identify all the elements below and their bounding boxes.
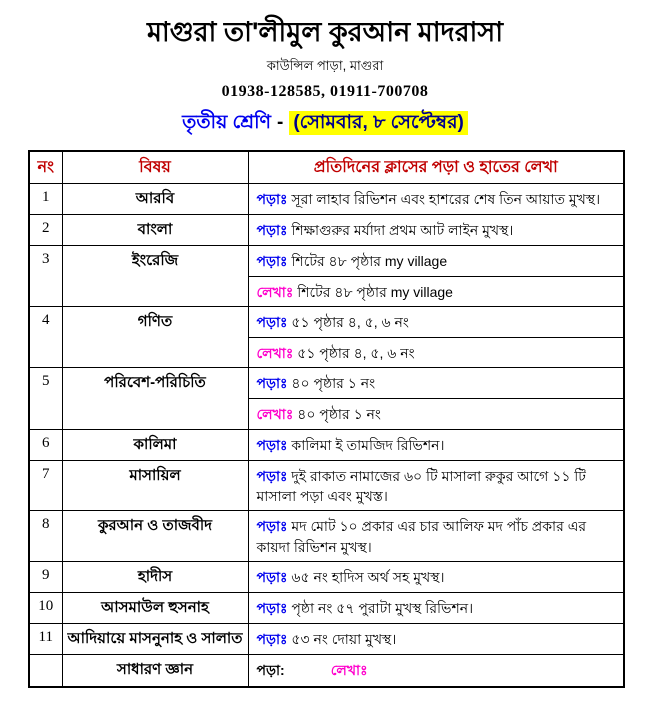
row-serial: 4 [29,307,62,368]
class-date-line [0,108,650,140]
lesson-entry [249,655,293,686]
row-serial: 8 [29,511,62,562]
table-row [29,460,624,511]
row-lessons-cell [248,245,624,306]
homework-table-wrap [28,150,623,688]
class-name: তৃতীয় শ্রেণি [182,111,271,133]
row-subject: আরবি [62,183,248,214]
lesson-text: ৫৩ নং দোয়া মুখস্থ। [287,630,397,647]
lesson-entry [249,337,624,367]
lesson-entry [249,398,624,428]
row-serial: 9 [29,561,62,592]
lesson-text: শিক্ষাগুরুর মর্যাদা প্রথম আট লাইন মুখস্থ। [287,221,514,238]
row-subject: ইংরেজি [62,245,248,306]
lesson-text: কালিমা ই তামজিদ রিভিশন। [287,436,445,453]
document-header [0,0,650,140]
row-subject: বাংলা [62,214,248,245]
row-lessons-cell [248,561,624,592]
lesson-entries [249,307,624,367]
lesson-entry [249,562,624,592]
row-subject: গণিত [62,307,248,368]
school-name: মাগুরা তা'লীমুল কুরআন মাদরাসা [146,17,504,47]
lesson-label: লেখাঃ [256,406,294,423]
lesson-entry [249,511,624,561]
row-serial: 3 [29,245,62,306]
lesson-entries [249,511,624,561]
row-lessons-cell [248,460,624,511]
column-header-serial: নং [29,151,62,184]
lesson-label: পড়াঃ [256,436,288,453]
row-subject: মাসায়িল [62,460,248,511]
lesson-label: লেখাঃ [330,661,368,678]
lesson-entries [249,624,624,654]
lesson-text: ৬৫ নং হাদিস অর্থ সহ মুখস্থ। [287,568,445,585]
row-lessons-cell [248,511,624,562]
lesson-entry [249,184,624,214]
row-subject: আসমাউল হুসনাহ [62,592,248,623]
lesson-label: লেখাঃ [256,345,294,362]
table-row [29,368,624,429]
row-lessons-cell [248,183,624,214]
lesson-entries [249,215,624,245]
lesson-label: পড়াঃ [256,375,288,392]
lesson-label: পড়া: [256,661,285,678]
lesson-entries [249,655,624,686]
row-lessons-cell [248,623,624,654]
homework-table [28,150,625,688]
table-row [29,561,624,592]
lesson-entry [249,624,624,654]
lesson-text: ৫১ পৃষ্ঠার ৪, ৫, ৬ নং [293,345,415,362]
table-row [29,183,624,214]
row-subject: আদিয়ায়ে মাসনুনাহ ও সালাত [62,623,248,654]
lesson-label: পড়াঃ [256,221,288,238]
row-lessons-cell [248,214,624,245]
date-badge: (সোমবার, ৮ সেপ্টেম্বর) [289,111,468,135]
lesson-label: লেখাঃ [256,283,294,300]
lesson-text: সূরা লাহাব রিভিশন এবং হাশরের শেষ তিন আয়াত মুখস্থ। [287,190,601,207]
separator-dash: - [277,111,284,133]
lesson-entry [249,246,624,276]
lesson-entries [249,430,624,460]
homework-table-header [29,151,624,184]
lesson-label: পড়াঃ [256,599,288,616]
lesson-entry [249,215,624,245]
row-subject: কুরআন ও তাজবীদ [62,511,248,562]
column-header-subject: বিষয় [62,151,248,184]
table-row [29,511,624,562]
lesson-entry [249,307,624,337]
row-subject: হাদীস [62,561,248,592]
lesson-label: পড়াঃ [256,568,288,585]
lesson-text: ৪০ পৃষ্ঠার ১ নং [287,375,376,392]
phone-numbers: 01938-128585, 01911-700708 [221,82,429,100]
lesson-entry [323,655,376,686]
row-lessons-cell [248,592,624,623]
lesson-entry [249,430,624,460]
lesson-entries [249,562,624,592]
lesson-label: পড়াঃ [256,630,288,647]
row-subject: কালিমা [62,429,248,460]
lesson-entries [249,246,624,306]
lesson-text: পৃষ্ঠা নং ৫৭ পুরাটা মুখস্থ রিভিশন। [287,599,474,616]
row-serial: 10 [29,592,62,623]
column-header-lessons: প্রতিদিনের ক্লাসের পড়া ও হাতের লেখা [248,151,624,184]
row-serial [29,654,62,687]
row-serial: 11 [29,623,62,654]
homework-table-body [29,183,624,687]
lesson-label: পড়াঃ [256,190,288,207]
row-serial: 1 [29,183,62,214]
table-row [29,623,624,654]
row-serial: 2 [29,214,62,245]
row-serial: 5 [29,368,62,429]
row-serial: 6 [29,429,62,460]
lesson-text: মদ মোট ১০ প্রকার এর চার আলিফ মদ পাঁচ প্রকার এর কায়দা রিভিশন মুখস্থ। [256,518,587,555]
lesson-entry [249,368,624,398]
row-serial: 7 [29,460,62,511]
table-row [29,245,624,306]
lesson-label: পড়াঃ [256,518,288,535]
table-row [29,307,624,368]
lesson-text: শিটের ৪৮ পৃষ্ঠার my village [293,283,453,300]
lesson-entry [249,276,624,306]
lesson-entry [249,461,624,511]
row-lessons-cell [248,307,624,368]
lesson-entries [249,184,624,214]
lesson-text: ৫১ পৃষ্ঠার ৪, ৫, ৬ নং [287,314,409,331]
table-row [29,592,624,623]
lesson-entries [249,368,624,428]
row-subject: পরিবেশ-পরিচিতি [62,368,248,429]
lesson-entry [249,593,624,623]
lesson-label: পড়াঃ [256,252,288,269]
table-row [29,429,624,460]
table-row [29,654,624,687]
school-address: কাউন্সিল পাড়া, মাগুরা [266,57,384,73]
lesson-text: দুই রাকাত নামাজের ৬০ টি মাসালা রুকুর আগে ১১ টি মাসালা পড়া এবং মুখস্ত। [256,467,586,504]
lesson-label: পড়াঃ [256,467,288,484]
row-lessons-cell [248,368,624,429]
row-lessons-cell [248,429,624,460]
lesson-entries [249,461,624,511]
table-row [29,214,624,245]
lesson-text: শিটের ৪৮ পৃষ্ঠার my village [287,252,448,269]
lesson-text: ৪০ পৃষ্ঠার ১ নং [293,406,381,423]
row-subject: সাধারণ জ্ঞান [62,654,248,687]
lesson-label: পড়াঃ [256,314,288,331]
lesson-entries [249,593,624,623]
row-lessons-cell [248,654,624,687]
